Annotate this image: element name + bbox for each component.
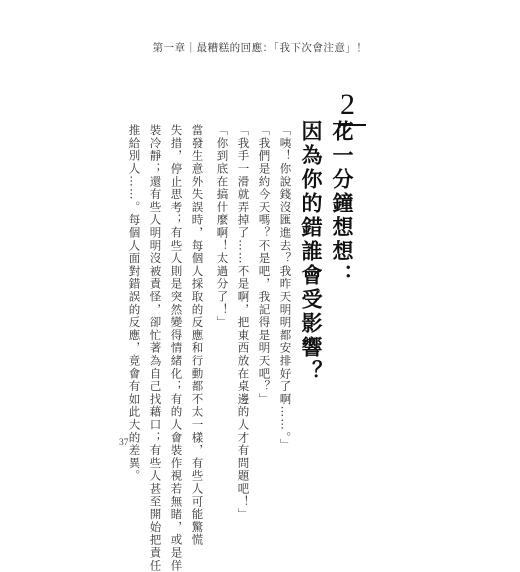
- paragraph-line-4: 推給別人……。每個人面對錯誤的反應，竟會有如此大的差異。: [127, 124, 142, 483]
- page-number: 37: [119, 438, 129, 448]
- paragraph-line-2: 失措，停止思考；有些人則是突然變得情緒化；有的人會裝作視若無睹，或是佯: [169, 124, 184, 572]
- dialogue-line-2: 「我們是約今天嗎？不是吧，我記得是明天吧？」: [257, 124, 272, 406]
- chapter-title-line-2: 因為你的錯誰會受影響？: [299, 120, 324, 384]
- chapter-title-line-1: 花一分鐘想想：: [330, 120, 355, 288]
- paragraph-line-1: 當發生意外失誤時，每個人採取的反應和行動都不太一樣，有些人可能驚慌: [190, 124, 205, 547]
- dialogue-line-4: 「你到底在搞什麼啊！太過分了！」: [215, 124, 230, 329]
- chapter-number: 2: [340, 88, 355, 121]
- dialogue-line-3: 「我手一滑就弄掉了……不是啊，把東西放在桌邊的人才有問題吧！」: [236, 124, 251, 521]
- paragraph-line-3: 裝冷靜；還有些人明明沒被責怪，卻忙著為自己找藉口；有些人甚至開始把責任: [148, 124, 163, 572]
- dialogue-line-1: 「咦！你說錢沒匯進去？我昨天明明都安排好了啊……。」: [278, 124, 293, 452]
- running-header: 第一章｜最糟糕的回應：「我下次會注意」！: [152, 42, 368, 54]
